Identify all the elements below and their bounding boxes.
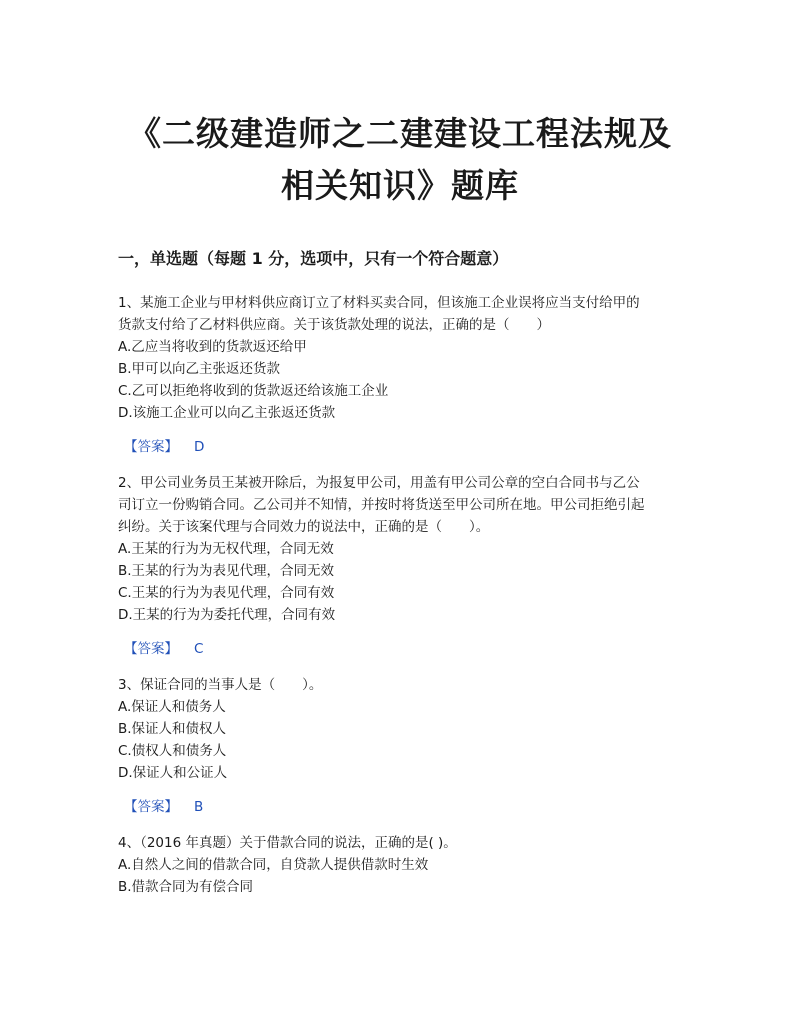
answer-value: C	[194, 641, 204, 657]
option-d: D.该施工企业可以向乙主张返还货款	[118, 405, 336, 421]
section-heading: 一，单选题（每题 1 分，选项中，只有一个符合题意）	[118, 249, 509, 268]
document-title-line-1: 《二级建造师之二建建设工程法规及	[128, 114, 672, 153]
option-a: A.乙应当将收到的货款返还给甲	[118, 339, 307, 355]
question-text-line: 纠纷。关于该案代理与合同效力的说法中，正确的是（ ）。	[118, 519, 490, 535]
question-list	[118, 292, 684, 898]
option-c: C.王某的行为为表见代理，合同有效	[118, 585, 335, 601]
option-b: B.甲可以向乙主张返还货款	[118, 361, 281, 377]
question-1	[118, 292, 684, 458]
document-title-line-2: 相关知识》题库	[281, 166, 519, 205]
question-text-line: 3、保证合同的当事人是（ ）。	[118, 677, 323, 693]
question-text-line: 2、甲公司业务员王某被开除后，为报复甲公司，用盖有甲公司公章的空白合同书与乙公	[118, 475, 640, 491]
option-c: C.债权人和债务人	[118, 743, 227, 759]
option-a: A.王某的行为为无权代理，合同无效	[118, 541, 334, 557]
option-a: A.保证人和债务人	[118, 699, 226, 715]
option-b: B.保证人和债权人	[118, 721, 227, 737]
option-c: C.乙可以拒绝将收到的货款返还给该施工企业	[118, 383, 389, 399]
answer-label: 【答案】	[124, 439, 178, 455]
answer-label: 【答案】	[124, 799, 178, 815]
option-b: B.王某的行为为表见代理，合同无效	[118, 563, 335, 579]
question-text-line: 1、某施工企业与甲材料供应商订立了材料买卖合同，但该施工企业误将应当支付给甲的	[118, 295, 640, 311]
option-a: A.自然人之间的借款合同，自贷款人提供借款时生效	[118, 857, 429, 873]
answer-row	[124, 436, 684, 458]
answer-value: B	[194, 799, 204, 815]
question-text-line: 4、（2016 年真题）关于借款合同的说法，正确的是( )。	[118, 835, 457, 851]
question-2	[118, 472, 684, 660]
option-d: D.保证人和公证人	[118, 765, 228, 781]
answer-row	[124, 796, 684, 818]
question-text-line: 司订立一份购销合同。乙公司并不知情，并按时将货送至甲公司所在地。甲公司拒绝引起	[118, 497, 645, 513]
question-text-line: 货款支付给了乙材料供应商。关于该货款处理的说法，正确的是（ ）	[118, 317, 550, 333]
answer-row	[124, 638, 684, 660]
answer-value: D	[194, 439, 205, 455]
answer-label: 【答案】	[124, 641, 178, 657]
question-4	[118, 832, 684, 898]
option-d: D.王某的行为为委托代理，合同有效	[118, 607, 336, 623]
option-b: B.借款合同为有偿合同	[118, 879, 254, 895]
question-3	[118, 674, 684, 818]
